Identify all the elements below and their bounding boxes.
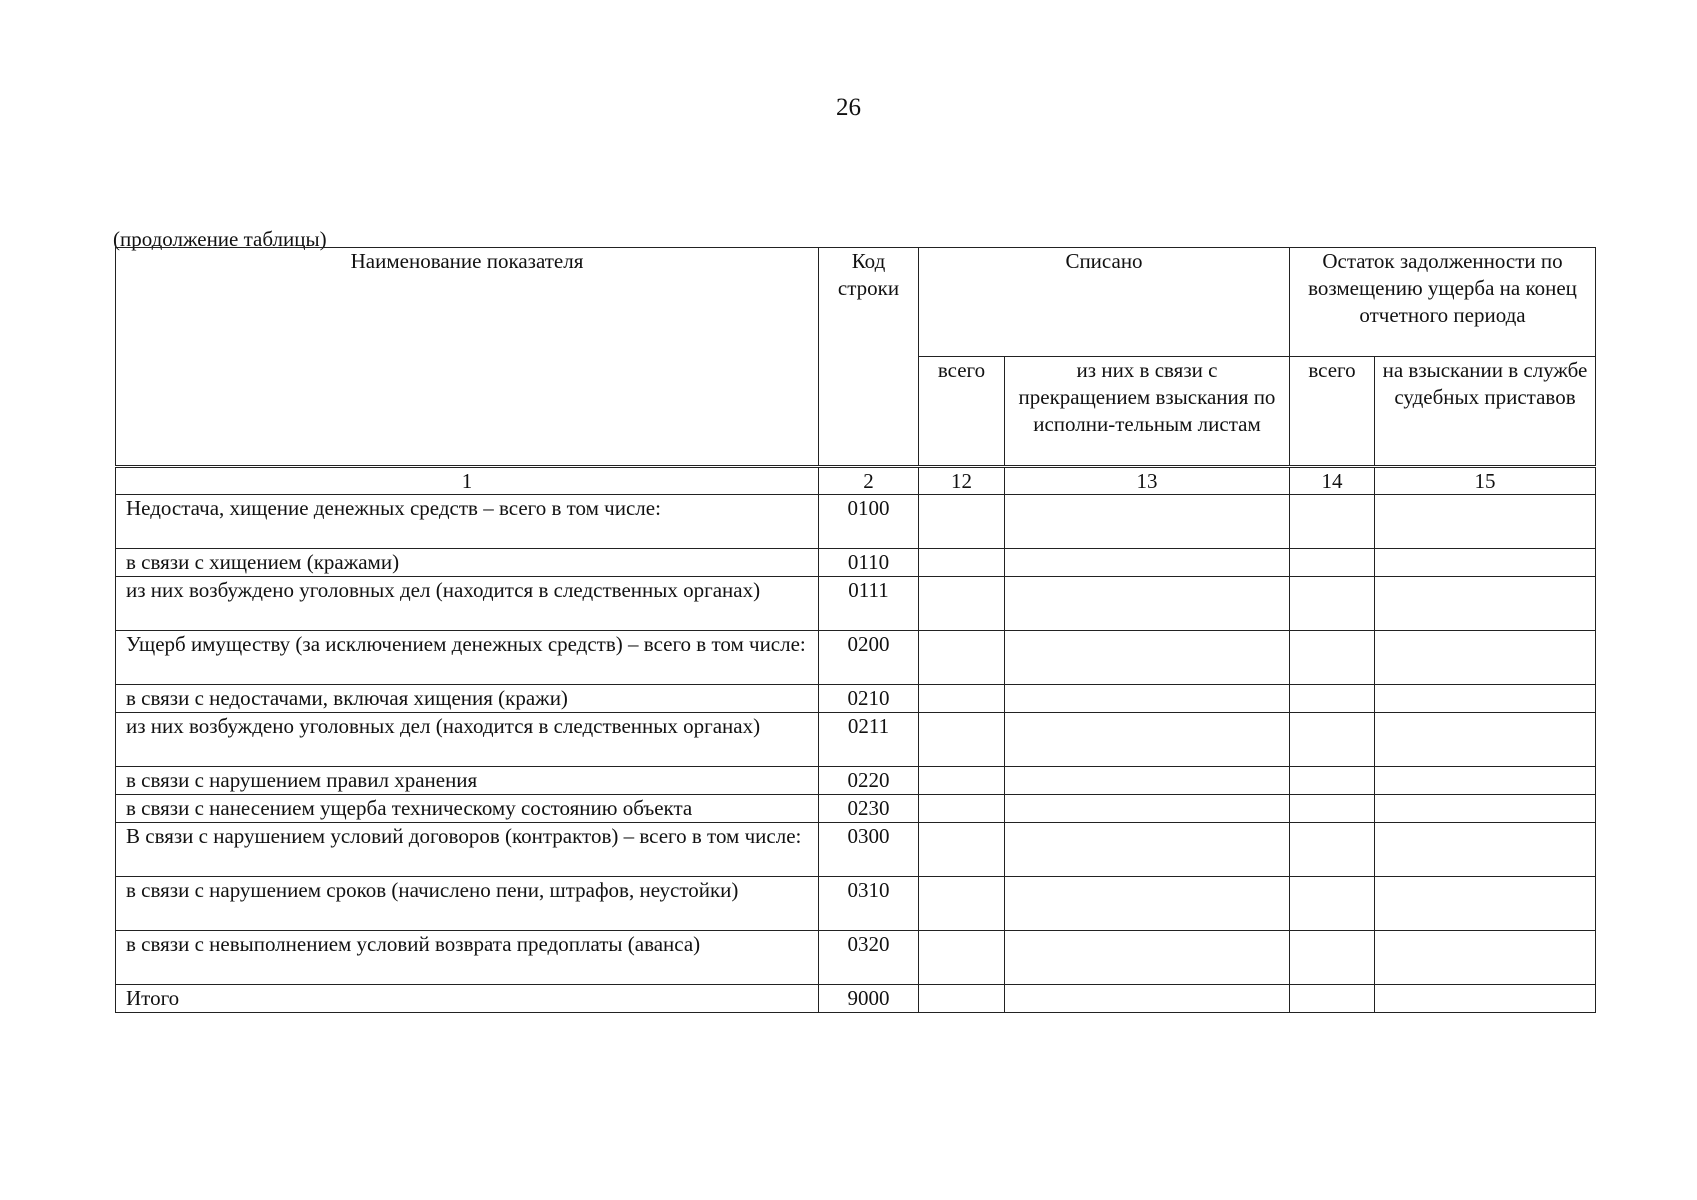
header-name: Наименование показателя	[116, 248, 819, 467]
row-name: из них возбуждено уголовных дел (находится в следственных органах)	[116, 577, 819, 631]
header-remaining-total: всего	[1290, 357, 1375, 467]
cell-col13[interactable]	[1005, 877, 1290, 931]
row-code: 0230	[819, 795, 919, 823]
cell-col13[interactable]	[1005, 549, 1290, 577]
column-number: 15	[1375, 467, 1596, 495]
cell-col15[interactable]	[1375, 713, 1596, 767]
row-name: в связи с нарушением правил хранения	[116, 767, 819, 795]
cell-col15[interactable]	[1375, 631, 1596, 685]
header-remaining-bailiffs: на взыскании в службе судебных приставов	[1375, 357, 1596, 467]
row-code: 0210	[819, 685, 919, 713]
table-row	[116, 495, 1596, 549]
cell-col14[interactable]	[1290, 577, 1375, 631]
table-row	[116, 713, 1596, 767]
cell-col12[interactable]	[919, 495, 1005, 549]
table-row	[116, 631, 1596, 685]
cell-col13[interactable]	[1005, 823, 1290, 877]
row-name: Итого	[116, 985, 819, 1013]
cell-col15[interactable]	[1375, 931, 1596, 985]
row-name: в связи с хищением (кражами)	[116, 549, 819, 577]
cell-col13[interactable]	[1005, 685, 1290, 713]
cell-col14[interactable]	[1290, 985, 1375, 1013]
row-code: 0320	[819, 931, 919, 985]
header-row-top	[116, 248, 1596, 357]
row-name: в связи с нанесением ущерба техническому состоянию объекта	[116, 795, 819, 823]
cell-col12[interactable]	[919, 685, 1005, 713]
cell-col14[interactable]	[1290, 685, 1375, 713]
header-code: Код строки	[819, 248, 919, 467]
cell-col14[interactable]	[1290, 495, 1375, 549]
table-row	[116, 577, 1596, 631]
row-name: в связи с недостачами, включая хищения (кражи)	[116, 685, 819, 713]
row-name: Ущерб имуществу (за исключением денежных средств) – всего в том числе:	[116, 631, 819, 685]
cell-col12[interactable]	[919, 931, 1005, 985]
row-code: 9000	[819, 985, 919, 1013]
cell-col12[interactable]	[919, 985, 1005, 1013]
header-written-off-total: всего	[919, 357, 1005, 467]
cell-col14[interactable]	[1290, 767, 1375, 795]
row-code: 0110	[819, 549, 919, 577]
row-code: 0100	[819, 495, 919, 549]
cell-col15[interactable]	[1375, 985, 1596, 1013]
cell-col12[interactable]	[919, 577, 1005, 631]
table-row	[116, 549, 1596, 577]
row-code: 0111	[819, 577, 919, 631]
table-row	[116, 685, 1596, 713]
cell-col15[interactable]	[1375, 549, 1596, 577]
row-code: 0300	[819, 823, 919, 877]
report-table	[115, 247, 1596, 1013]
row-name: в связи с невыполнением условий возврата предоплаты (аванса)	[116, 931, 819, 985]
column-number: 1	[116, 467, 819, 495]
table-row	[116, 767, 1596, 795]
cell-col15[interactable]	[1375, 877, 1596, 931]
cell-col14[interactable]	[1290, 795, 1375, 823]
column-numbers-row	[116, 467, 1596, 495]
table-row-total	[116, 985, 1596, 1013]
cell-col14[interactable]	[1290, 549, 1375, 577]
column-number: 14	[1290, 467, 1375, 495]
row-code: 0200	[819, 631, 919, 685]
cell-col12[interactable]	[919, 631, 1005, 685]
cell-col15[interactable]	[1375, 685, 1596, 713]
cell-col14[interactable]	[1290, 877, 1375, 931]
cell-col12[interactable]	[919, 823, 1005, 877]
header-remaining: Остаток задолженности по возмещению ущерба на конец отчетного периода	[1290, 248, 1596, 357]
cell-col12[interactable]	[919, 795, 1005, 823]
header-written-off: Списано	[919, 248, 1290, 357]
page-number: 26	[836, 94, 861, 121]
row-code: 0211	[819, 713, 919, 767]
cell-col13[interactable]	[1005, 931, 1290, 985]
cell-col15[interactable]	[1375, 823, 1596, 877]
cell-col14[interactable]	[1290, 931, 1375, 985]
table-row	[116, 795, 1596, 823]
cell-col15[interactable]	[1375, 767, 1596, 795]
cell-col12[interactable]	[919, 713, 1005, 767]
cell-col15[interactable]	[1375, 495, 1596, 549]
table-row	[116, 877, 1596, 931]
row-code: 0310	[819, 877, 919, 931]
cell-col13[interactable]	[1005, 577, 1290, 631]
table-row	[116, 823, 1596, 877]
cell-col12[interactable]	[919, 877, 1005, 931]
header-written-off-enforcement: из них в связи с прекращением взыскания по исполни-тельным листам	[1005, 357, 1290, 467]
continuation-note: (продолжение таблицы)	[113, 227, 327, 251]
row-name: в связи с нарушением сроков (начислено пени, штрафов, неустойки)	[116, 877, 819, 931]
cell-col12[interactable]	[919, 767, 1005, 795]
cell-col14[interactable]	[1290, 823, 1375, 877]
cell-col13[interactable]	[1005, 767, 1290, 795]
column-number: 2	[819, 467, 919, 495]
table-row	[116, 931, 1596, 985]
cell-col13[interactable]	[1005, 713, 1290, 767]
row-code: 0220	[819, 767, 919, 795]
column-number: 12	[919, 467, 1005, 495]
cell-col12[interactable]	[919, 549, 1005, 577]
column-number: 13	[1005, 467, 1290, 495]
cell-col13[interactable]	[1005, 631, 1290, 685]
row-name: В связи с нарушением условий договоров (контрактов) – всего в том числе:	[116, 823, 819, 877]
cell-col13[interactable]	[1005, 495, 1290, 549]
cell-col15[interactable]	[1375, 795, 1596, 823]
cell-col15[interactable]	[1375, 577, 1596, 631]
cell-col14[interactable]	[1290, 631, 1375, 685]
cell-col13[interactable]	[1005, 985, 1290, 1013]
row-name: из них возбуждено уголовных дел (находится в следственных органах)	[116, 713, 819, 767]
cell-col13[interactable]	[1005, 795, 1290, 823]
row-name: Недостача, хищение денежных средств – всего в том числе:	[116, 495, 819, 549]
cell-col14[interactable]	[1290, 713, 1375, 767]
